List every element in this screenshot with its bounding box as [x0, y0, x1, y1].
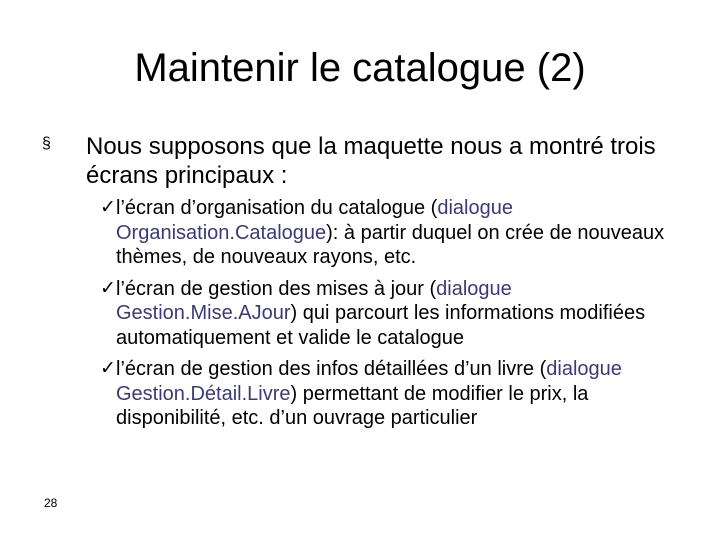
sub-bullet-text-part: l’écran de gestion des mises à jour (	[116, 277, 437, 300]
sub-bullet-text-part: l’écran de gestion des infos détaillées d’un livre (	[116, 358, 547, 380]
slide-number: 28	[44, 496, 58, 510]
checkmark-icon: ✓	[100, 358, 116, 379]
dialogue-reference: dialogue Organisation.Catalogue	[116, 197, 513, 244]
checkmark-icon: ✓	[100, 277, 116, 299]
sub-bullet-item	[100, 196, 700, 270]
sub-bullet-text-part: l’écran d’organisation du catalogue (	[116, 197, 438, 219]
dialogue-reference: dialogue Gestion.Détail.Livre	[116, 358, 622, 405]
sub-bullet-item	[100, 357, 700, 431]
dialogue-reference: dialogue Gestion.Mise.AJour	[116, 277, 512, 324]
main-bullet-text: Nous supposons que la maquette nous a montré trois écrans principaux :	[86, 133, 656, 189]
sub-bullet-text-part: ): à partir duquel on crée de nouveaux thèmes, de nouveaux rayons, etc.	[116, 221, 665, 268]
section-bullet-icon: §	[42, 135, 51, 152]
sub-bullet-text-part: ) qui parcourt les informations modifiées automatiquement et valide le catalogue	[116, 302, 646, 349]
sub-bullet-text-part: ) permettant de modifier le prix, la disponibilité, etc. d’un ouvrage particulier	[116, 382, 589, 429]
sub-bullet-text	[100, 196, 686, 270]
sub-bullet-text	[100, 357, 686, 431]
sub-bullet-text	[100, 277, 686, 351]
slide-title: Maintenir le catalogue (2)	[134, 46, 586, 90]
sub-bullet-item	[100, 277, 700, 351]
checkmark-icon: ✓	[100, 197, 116, 218]
sub-bullet-list	[100, 196, 700, 431]
